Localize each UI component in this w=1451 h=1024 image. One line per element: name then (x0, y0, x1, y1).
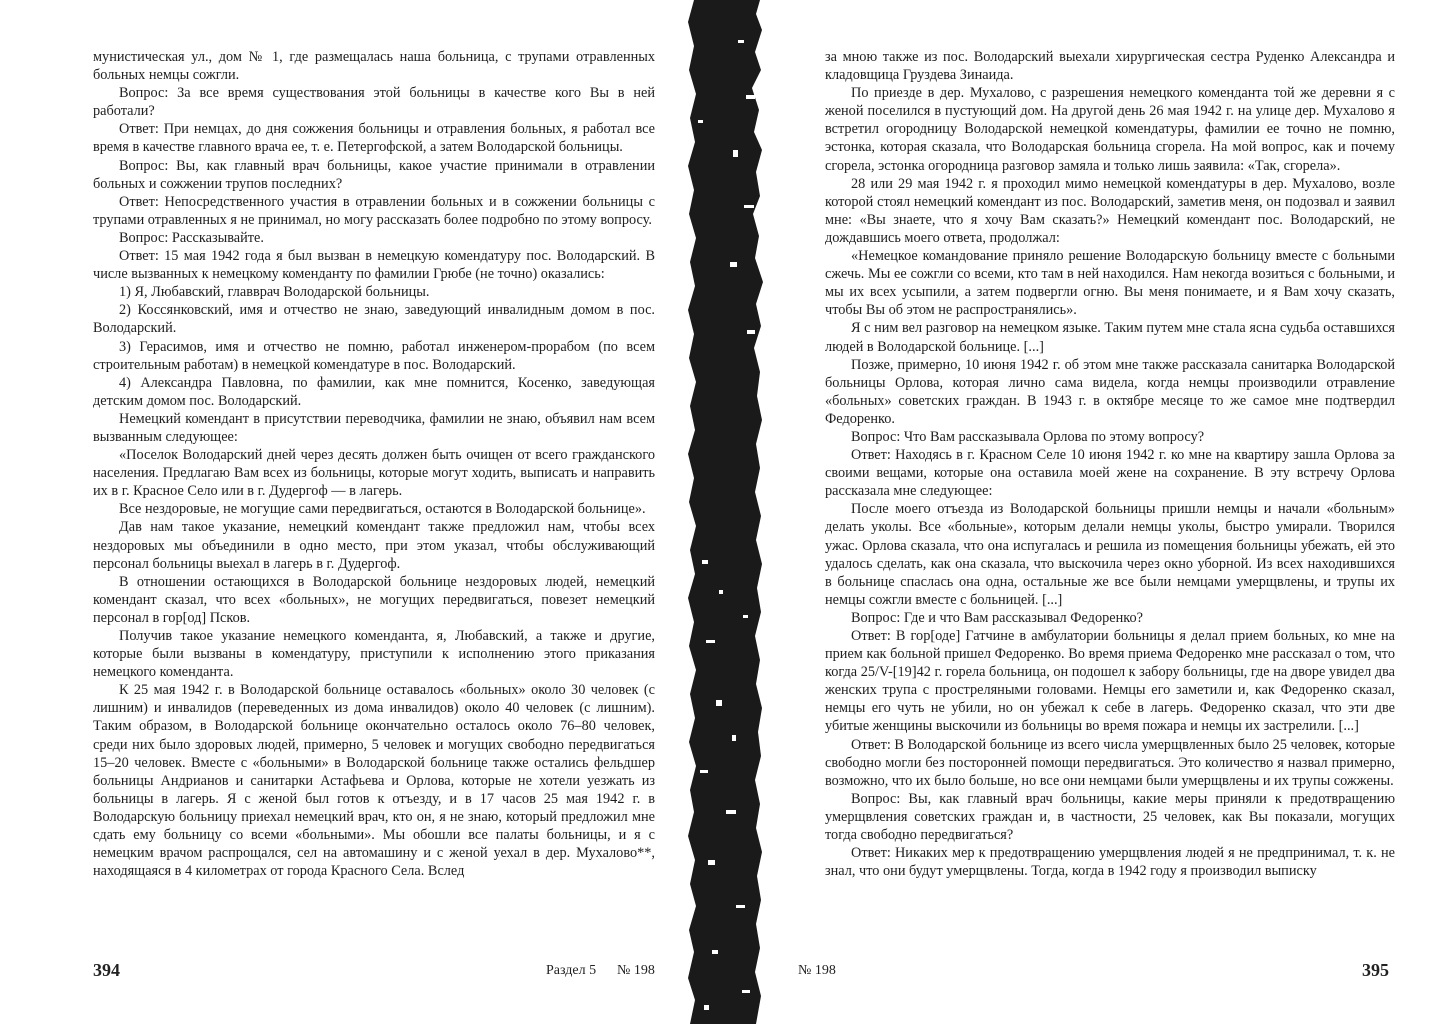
paragraph: «Поселок Володарский дней через десять должен быть очищен от всего гражданского населения. Предлагаю Вам всех из больницы, которые могут ходить, выписать и направить их в г. Красное Село или в г. Дудергоф — в лагерь. (93, 447, 655, 500)
grunge-stripe (688, 0, 763, 1024)
paragraph: 2) Коссянковский, имя и отчество не знаю, заведующий инвалидным домом в пос. Володарский. (93, 302, 655, 337)
paragraph: 3) Герасимов, имя и отчество не помню, работал инженером-прорабом (по всем строительным работам) в немецкой комендатуре в пос. Володарский. (93, 338, 655, 373)
paragraph: В отношении остающихся в Володарской больнице нездоровых людей, немецкий комендант сказал, что всех «больных», не могущих передвигаться, повезет немецкий персонал в гор[од] Псков. (93, 573, 655, 626)
paragraph: Ответ: При немцах, до дня сожжения больницы и отравления больных, я работал все время в качестве главного врача ее, т. е. Петергофской, а затем Володарской больницы. (93, 121, 655, 156)
left-page (0, 0, 686, 1024)
paragraph: По приезде в дер. Мухалово, с разрешения немецкого коменданта той же деревни я с женой поселился в пустующий дом. На другой день 26 мая 1942 г. на улице дер. Мухалово я встретил огородницу Володарской немецкой комендатуры, фамилии ее точно не помню, эстонка, которая сказала, что Володарская больница сгорела. На мой вопрос, как и почему сгорела, эстонка огородница разговор замяла и только лишь заявила: «Так, сгорела». (825, 85, 1395, 174)
paragraph: Получив такое указание немецкого коменданта, я, Любавский, а также и другие, которые были вызваны в комендатуру, приступили к исполнению этого приказания немецкого коменданта. (93, 628, 655, 681)
paragraph: 1) Я, Любавский, главврач Володарской больницы. (119, 284, 430, 301)
page-number: 394 (93, 960, 120, 980)
decorative-divider (686, 0, 766, 1024)
paragraph: Ответ: Находясь в г. Красном Селе 10 июня 1942 г. ко мне на квартиру зашла Орлова за своими вещами, которые она оставила моей жене на сохранение. В эту встречу Орлова рассказала мне следующее: (825, 447, 1395, 500)
paragraph: К 25 мая 1942 г. в Володарской больнице оставалось «больных» около 30 человек (с лишним) и инвалидов (переведенных из дома инвалидов) около 40 человек (с лишним). Таким образом, в Володарской больнице окончательно осталось около 76–80 человек, среди них было здоровых людей, примерно, 5 человек и могущих свободно передвигаться 15–20 человек. Вместе с «больными» в Володарской больнице также остались фельдшер больницы Андрианов и санитарки Астафьева и Орлова, которые не хотели уезжать из больницы в лагерь. Я с женой был готов к отъезду, и в 17 часов 25 мая 1942 г. в Володарскую больницу приехал немецкий врач, кто он, я не знаю, который предложил мне сдать ему больницу со всеми «больными». Мы обошли все палаты больницы, и я с немецким врачом распрощался, сел на автомашину и с женой уехал в дер. Мухалово**, находящаяся в 4 километрах от города Красного Села. Вслед (93, 682, 655, 880)
paragraph: Позже, примерно, 10 июня 1942 г. об этом мне также рассказала санитарка Володарской больницы Орлова, которая лично сама видела, когда немцы производили отравление «больных» советских граждан. В 1943 г. в октябре месяце то же самое мне подтвердил Федоренко. (825, 356, 1395, 427)
left-page-body (93, 48, 655, 880)
paragraph: Вопрос: Где и что Вам рассказывал Федоренко? (851, 609, 1143, 626)
paragraph: мунистическая ул., дом № 1, где размещалась наша больница, с трупами отравленных больных немцы сожгли. (93, 49, 655, 84)
paragraph: Вопрос: Вы, как главный врач больницы, какие меры приняли к предотвращению умерщвления советских граждан и, в частности, 25 человек, как Вы показали, могущих тогда свободно передвигаться? (825, 790, 1395, 844)
right-page (766, 0, 1451, 1024)
paragraph: Дав нам такое указание, немецкий комендант также предложил нам, чтобы всех нездоровых мы объединили в одно место, при этом указал, чтобы обслуживающий персонал больницы выехал в лагерь в г. Дудергоф. (93, 519, 655, 572)
paragraph: Вопрос: Что Вам рассказывала Орлова по этому вопросу? (851, 428, 1205, 445)
paragraph: Все нездоровые, не могущие сами передвигаться, остаются в Володарской больнице». (119, 501, 646, 518)
paragraph: Вопрос: За все время существования этой больницы в качестве кого Вы в ней работали? (93, 85, 655, 120)
paragraph: за мною также из пос. Володарский выехали хирургическая сестра Руденко Александра и кладовщица Груздева Зинаида. (825, 49, 1395, 84)
paragraph: Ответ: В Володарской больнице из всего числа умерщвленных было 25 человек, которые свободно могли без посторонней помощи передвигаться. Это количество я назвал примерно, возможно, что их было больше, но все они немцами были умерщвлены и их трупы сожжены. (825, 736, 1395, 789)
paragraph: Ответ: 15 мая 1942 года я был вызван в немецкую комендатуру пос. Володарский. В числе вызванных к немецкому коменданту по фамилии Грюбе (не точно) оказались: (93, 248, 655, 283)
section-label: Раздел 5 (546, 963, 597, 978)
paragraph: 4) Александра Павловна, по фамилии, как мне помнится, Косенко, заведующая детским домом пос. Володарский. (93, 374, 655, 409)
paragraph: Ответ: Непосредственного участия в отравлении больных и в сожжении больницы с трупами отравленных я не принимал, но могу рассказать более подробно по этому вопросу. (93, 193, 655, 228)
page-number: 395 (1362, 960, 1389, 980)
paragraph: Немецкий комендант в присутствии переводчика, фамилии не знаю, объявил нам всем вызванным следующее: (93, 410, 655, 445)
paragraph: После моего отъезда из Володарской больницы пришли немцы и начали «больным» делать уколы. Все «больные», которым делали немцы уколы, быстро умирали. Творился ужас. Орлова сказала, что она испугалась и решила из помещения больницы убежать, ей это удалось сделать, как она сказала, что выскочила через окно уборной. Из всех находившихся в больнице спаслась она одна, остальные же все были немцами умерщвлены, и трупы их немцы сожгли вместе с больницей. [...] (825, 501, 1395, 608)
paragraph: Ответ: В гор[оде] Гатчине в амбулатории больницы я делал прием больных, ко мне на прием как больной пришел Федоренко. Во время приема Федоренко мне рассказал о том, что когда 25/V-[19]42 г. горела больница, он подошел к забору больницы, где на дворе увидел два женских трупа с простреляными головами. Немцы его заметили и, как Федоренко сказал, немцы его чуть не убили, но он убежал к себе в лагерь. Федоренко сказал, что эти две убитые женщины выскочили из больницы во время пожара и немцы их застрелили. [...] (825, 628, 1395, 735)
right-page-body (825, 48, 1395, 880)
document-number: № 198 (617, 963, 655, 978)
paragraph: Я с ним вел разговор на немецком языке. Таким путем мне стала ясна судьба оставшихся людей в Володарской больнице. [...] (825, 320, 1395, 355)
paragraph: 28 или 29 мая 1942 г. я проходил мимо немецкой комендатуры в дер. Мухалово, возле которой стоял немецкий комендант из пос. Володарский, заметив меня, он подозвал и заявил мне: «Вы знаете, что я хочу Вам сказать?» Немецкий комендант пос. Володарский, не дождавшись моего ответа, продолжал: (825, 175, 1395, 246)
paragraph: «Немецкое командование приняло решение Володарскую больницу вместе с больными сжечь. Мы ее сожгли со всеми, кто там в ней находился. Нам некогда возиться с больными, и мы их всех усыпили, а затем подвергли огню. Вы меня понимаете, и я Вам хочу сказать, чтобы Вы об этом не распространялись». (825, 248, 1395, 319)
paragraph: Ответ: Никаких мер к предотвращению умерщвления людей я не предпринимал, т. к. не знал, что они будут умерщвлены. Тогда, когда в 1942 году я производил выписку (825, 845, 1395, 880)
paragraph: Вопрос: Вы, как главный врач больницы, какое участие принимали в отравлении больных и сожжении трупов последних? (93, 157, 655, 192)
paragraph: Вопрос: Рассказывайте. (119, 229, 264, 246)
document-number: № 198 (798, 963, 836, 978)
